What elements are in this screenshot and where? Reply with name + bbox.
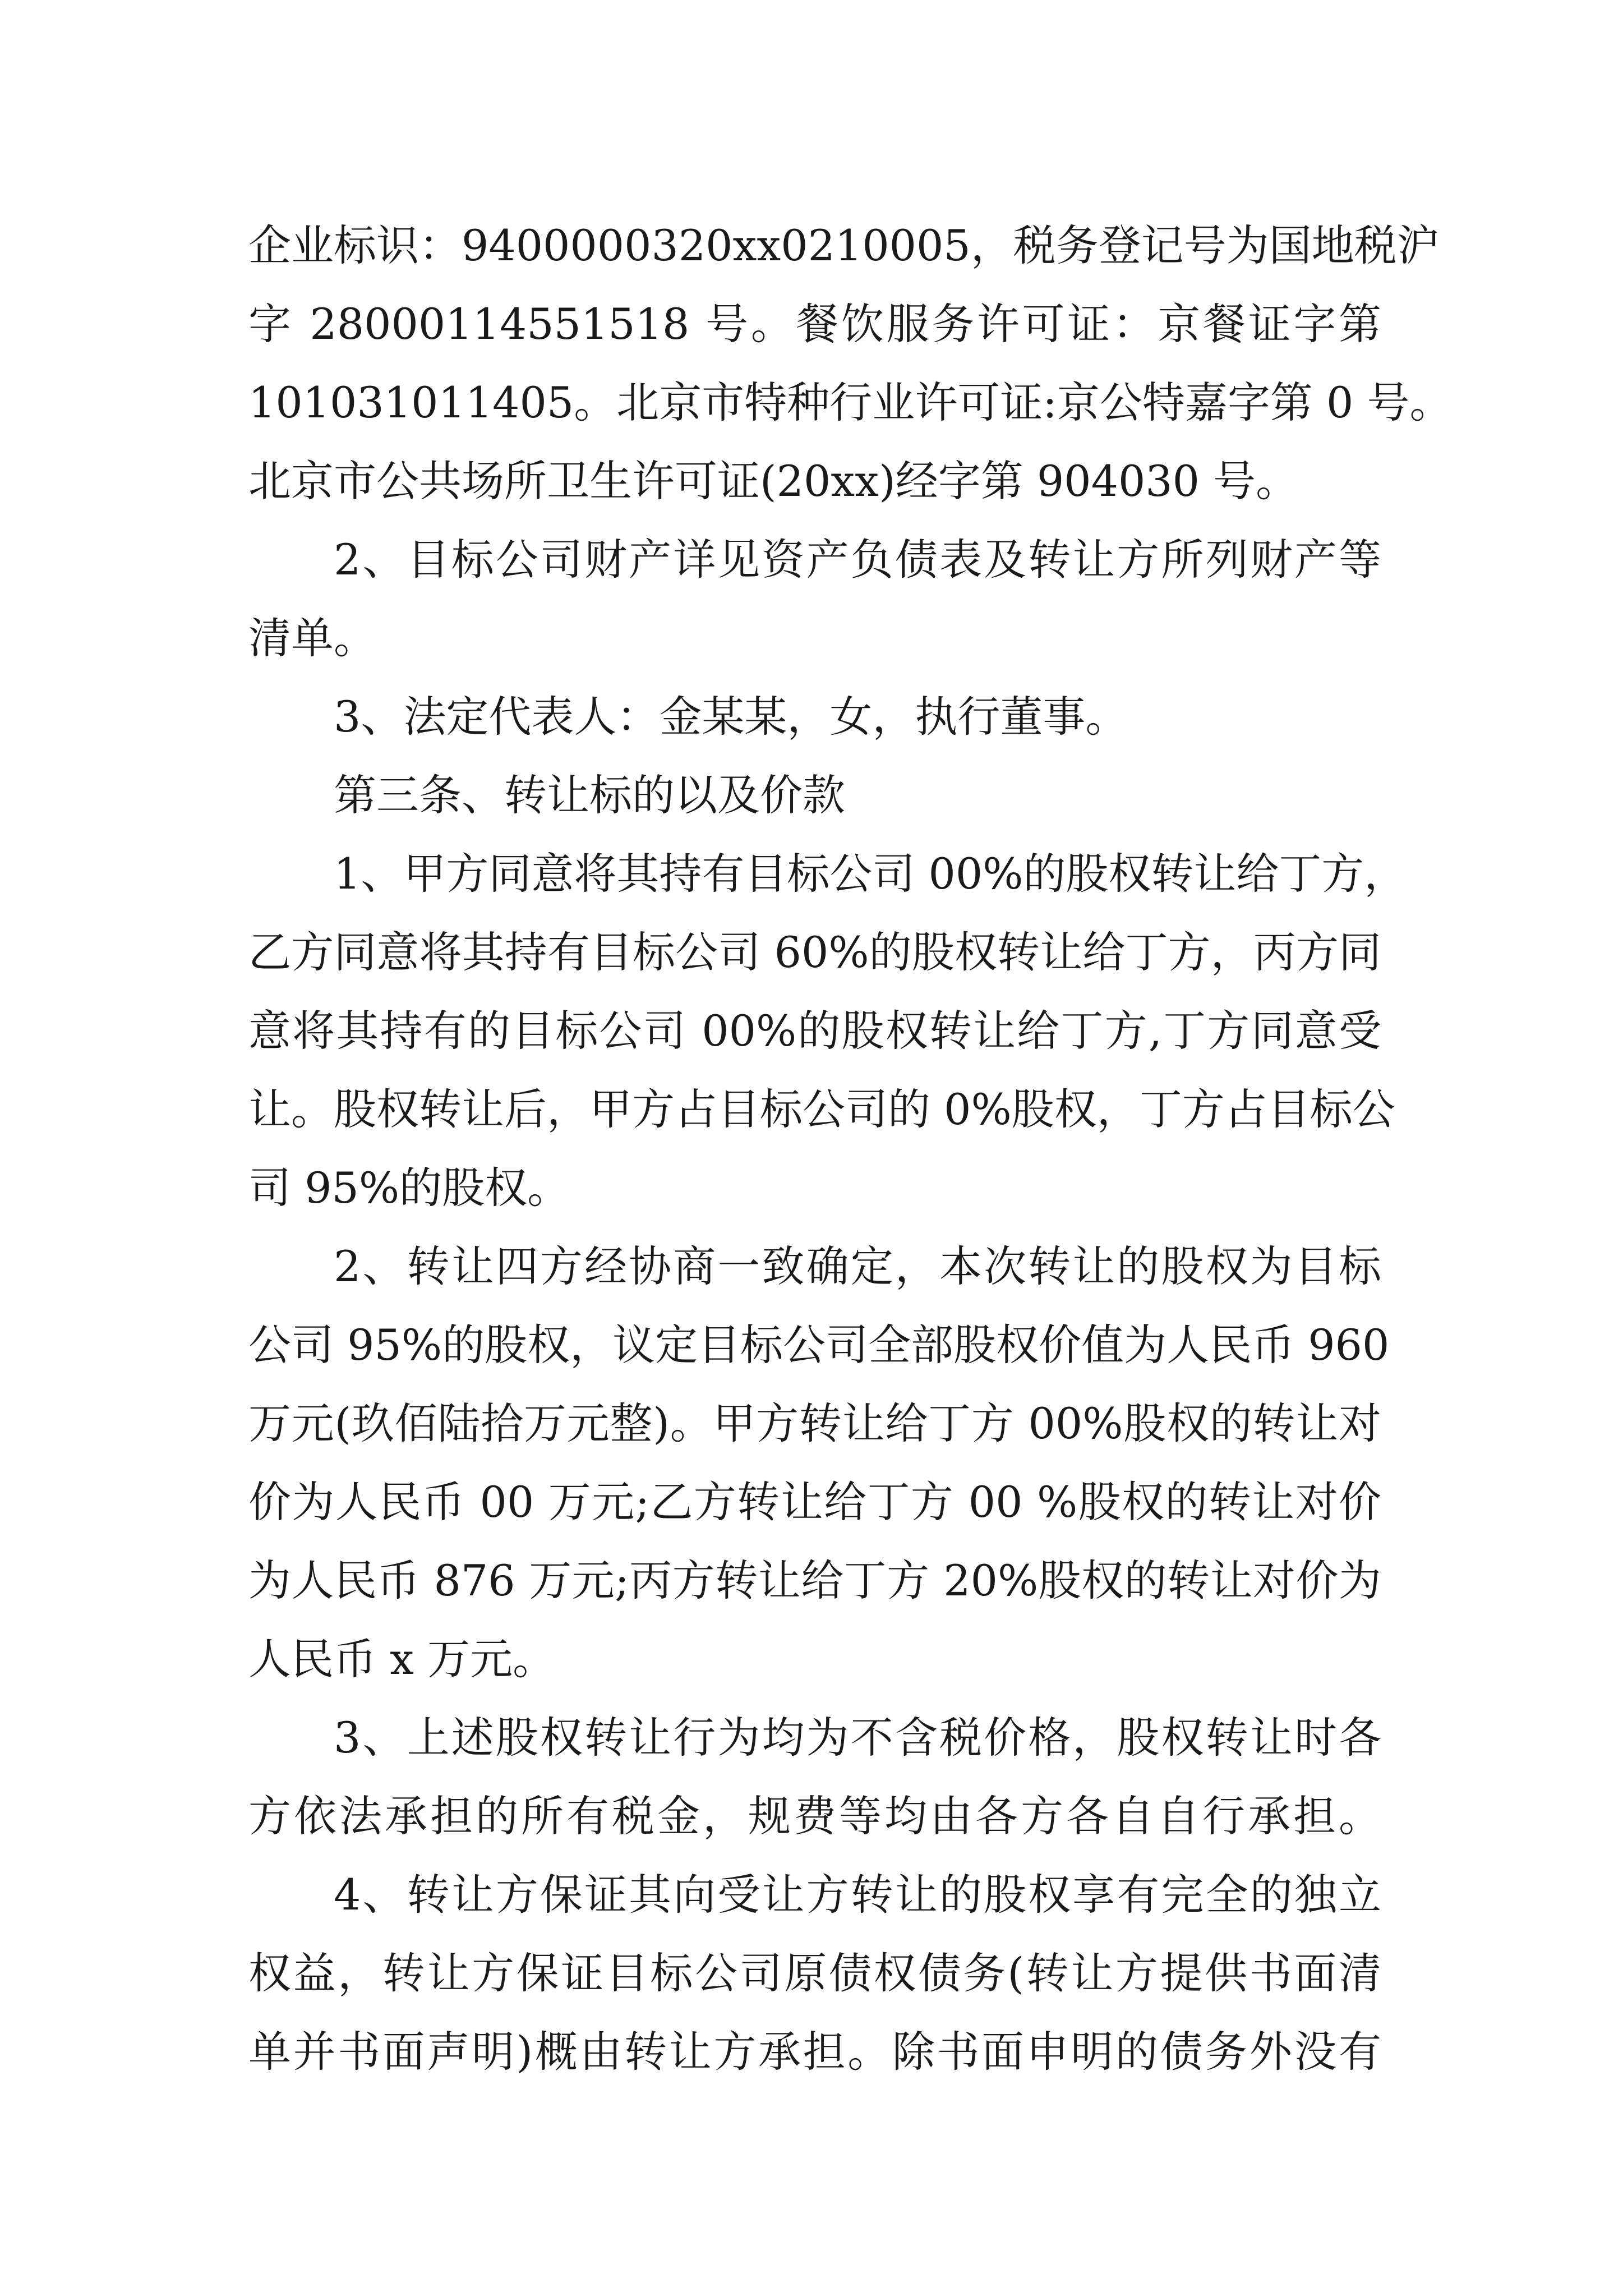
text-line: 万元(玖佰陆拾万元整)。甲方转让给丁方 00%股权的转让对 [248,1398,1381,1448]
text-line: 2、转让四方经协商一致确定，本次转让的股权为目标 [334,1241,1381,1291]
text-line: 司 95%的股权。 [248,1163,570,1213]
text-line: 1、甲方同意将其持有目标公司 00%的股权转让给丁方， [334,849,1407,899]
text-line: 企业标识：9400000320xx0210005，税务登记号为国地税沪 [248,220,1440,270]
text-line: 101031011405。北京市特种行业许可证:京公特嘉字第 0 号。 [248,378,1453,427]
text-line: 清单。 [248,613,376,663]
text-line: 方依法承担的所有税金，规费等均由各方各自自行承担。 [248,1791,1381,1841]
text-line: 公司 95%的股权，议定目标公司全部股权价值为人民币 960 [248,1320,1390,1370]
text-line: 意将其持有的目标公司 00%的股权转让给丁方,丁方同意受 [248,1006,1381,1056]
text-line: 权益，转让方保证目标公司原债权债务(转让方提供书面清 [248,1948,1381,1998]
text-line: 让。股权转让后，甲方占目标公司的 0%股权，丁方占目标公 [248,1084,1395,1134]
text-line: 3、法定代表人：金某某，女，执行董事。 [334,692,1128,742]
section-heading: 第三条、转让标的以及价款 [334,770,845,820]
text-line: 北京市公共场所卫生许可证(20xx)经字第 904030 号。 [248,456,1299,506]
text-line: 价为人民币 00 万元;乙方转让给丁方 00 %股权的转让对价 [248,1477,1381,1527]
text-line: 2、目标公司财产详见资产负债表及转让方所列财产等 [334,535,1381,585]
text-line: 单并书面声明)概由转让方承担。除书面申明的债务外没有 [248,2027,1381,2077]
text-line: 人民币 x 万元。 [248,1634,556,1684]
text-line: 字 28000114551518 号。餐饮服务许可证：京餐证字第 [248,299,1381,349]
text-line: 乙方同意将其持有目标公司 60%的股权转让给丁方，丙方同 [248,927,1381,977]
text-line: 4、转让方保证其向受让方转让的股权享有完全的独立 [334,1870,1381,1920]
text-line: 为人民币 876 万元;丙方转让给丁方 20%股权的转让对价为 [248,1556,1381,1605]
document-body [248,206,1453,2091]
text-line: 3、上述股权转让行为均为不含税价格，股权转让时各 [334,1713,1381,1763]
